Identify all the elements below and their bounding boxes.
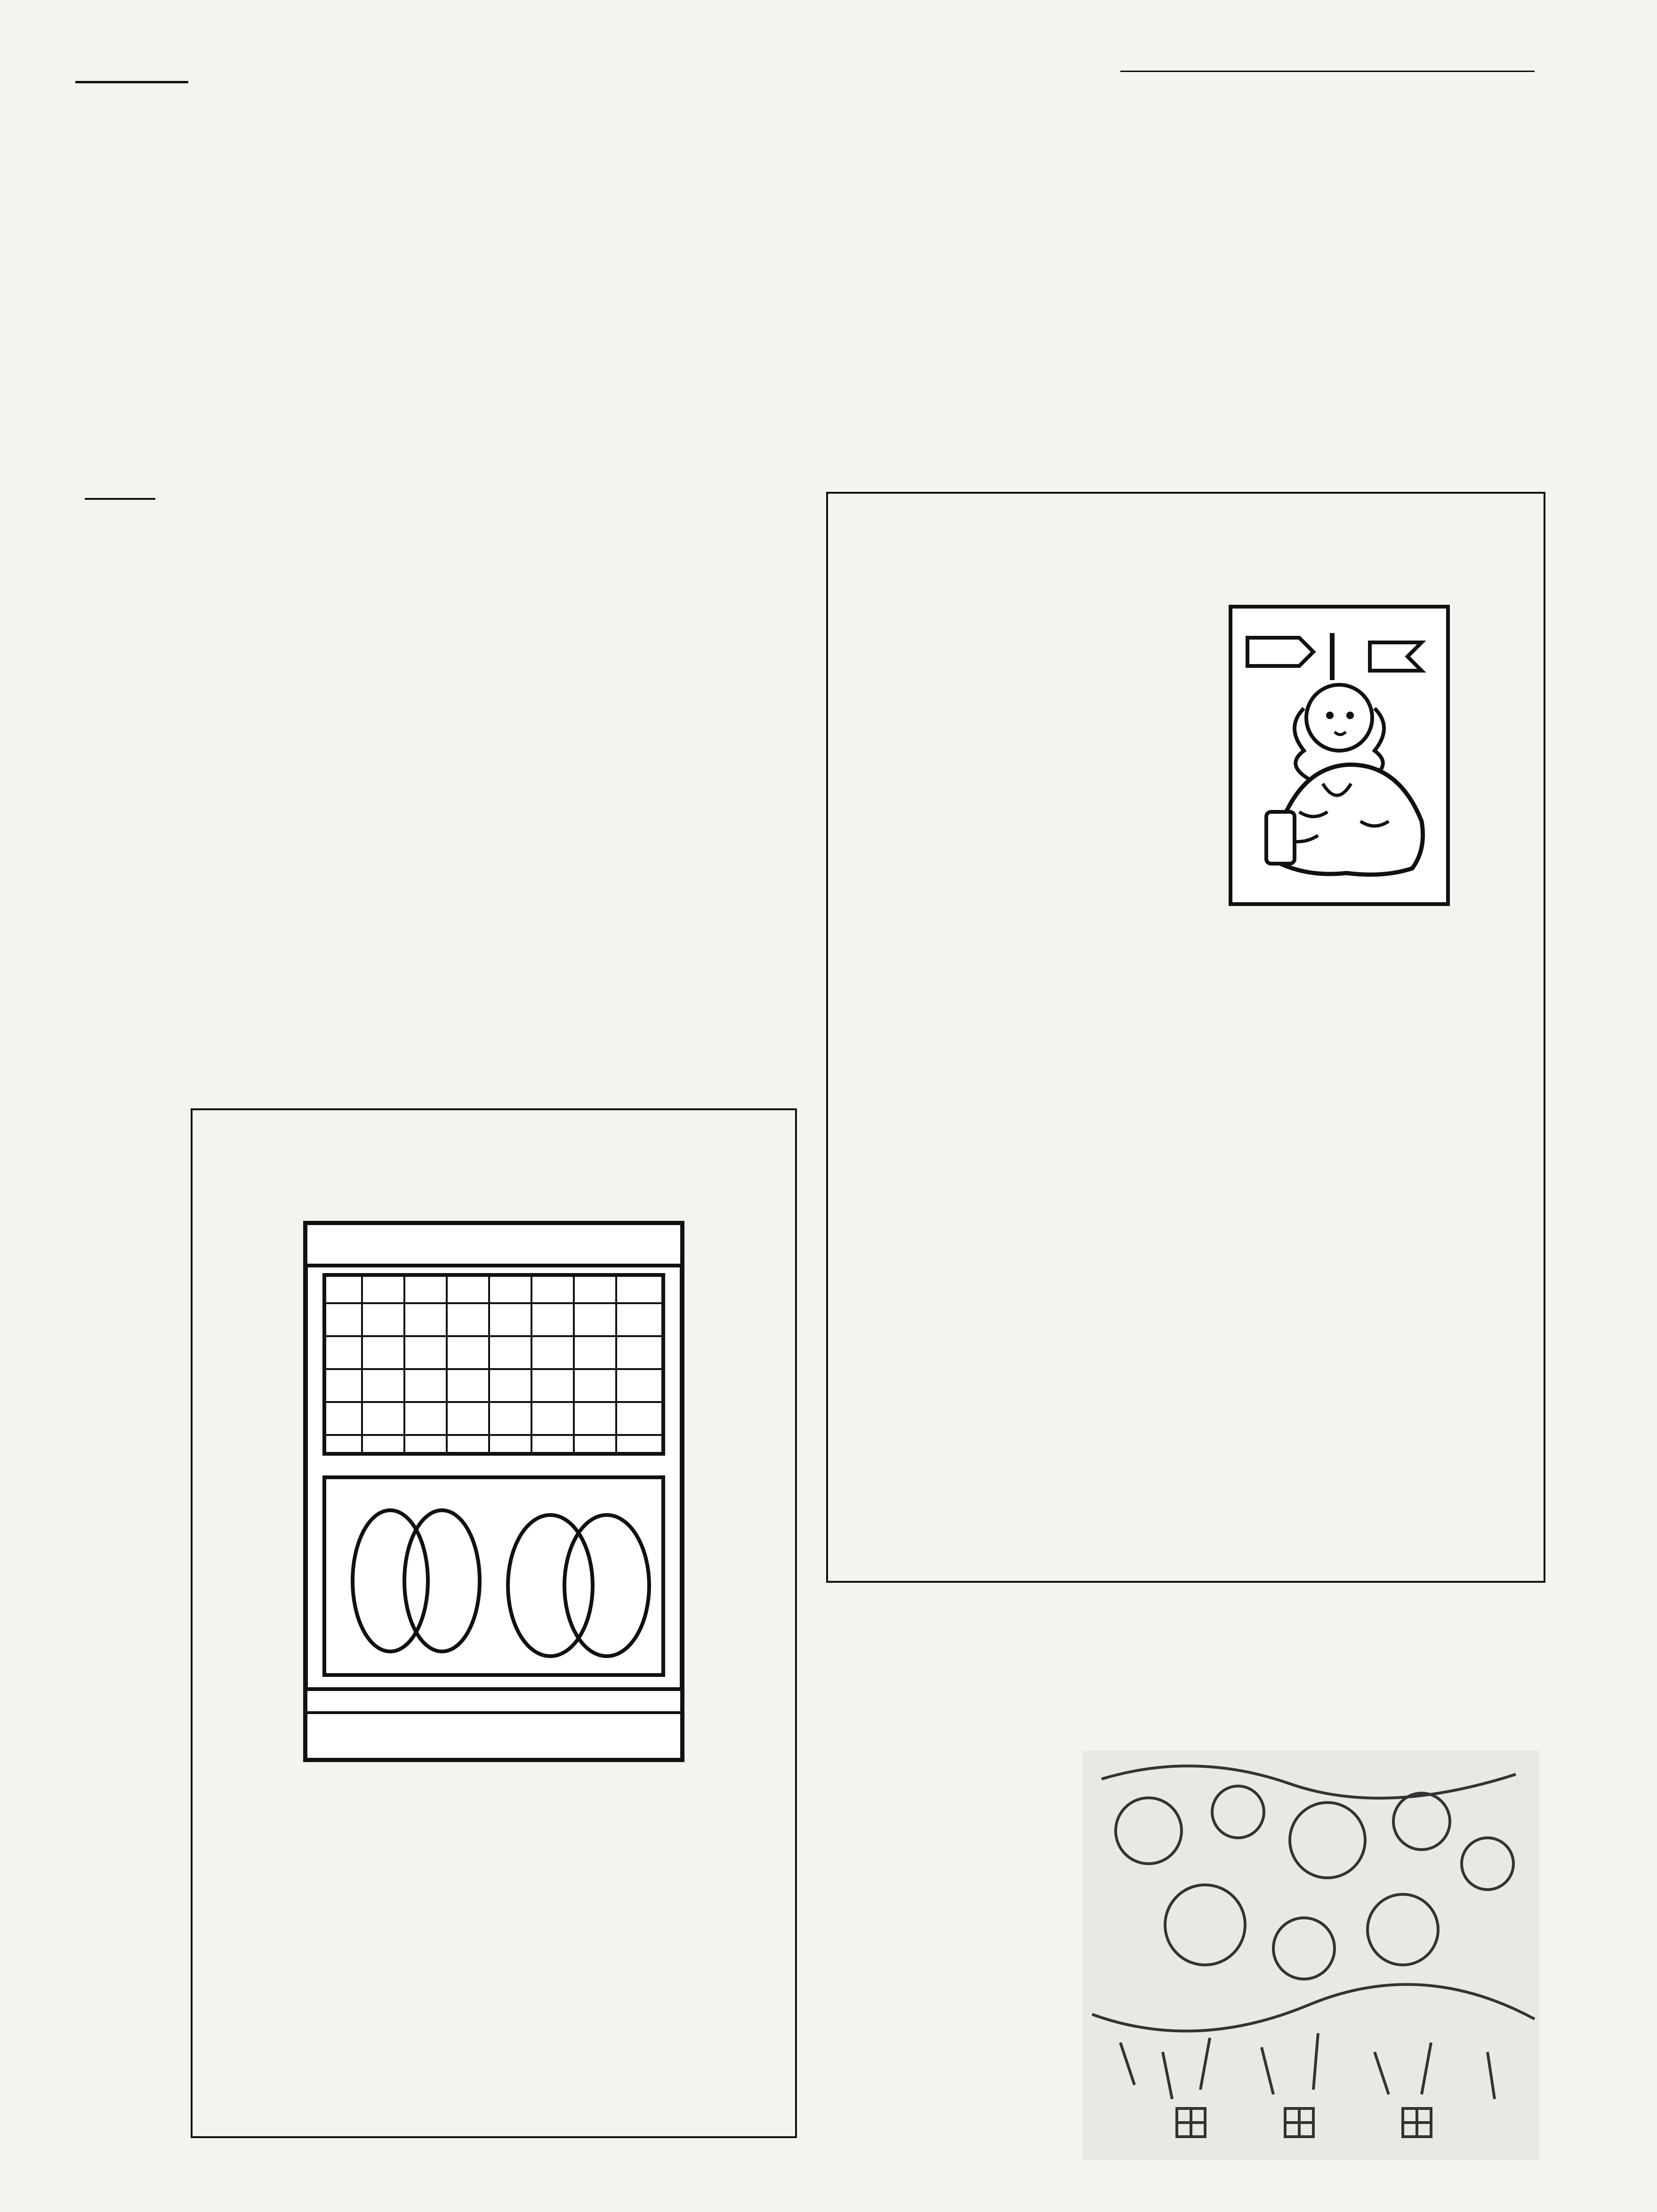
nejar-column-3 [812, 162, 1160, 169]
exposicoes-column-2 [1078, 1678, 1276, 1681]
exposicoes-column-3 [1323, 1678, 1539, 1681]
miele-ad [191, 1108, 797, 2138]
idolatras-column-1 [861, 619, 1191, 627]
section-separator [85, 498, 155, 500]
direito-column-2 [445, 569, 798, 582]
nejar-column-2 [435, 162, 784, 169]
exhibition-artwork [1083, 1751, 1539, 2160]
header-rule [75, 81, 188, 83]
nejar-column-4 [1191, 162, 1539, 172]
header-top-rule [1120, 71, 1535, 72]
direito-column-1 [82, 595, 431, 598]
lion-illustration [1229, 605, 1450, 906]
exposicoes-column-1 [836, 1701, 1076, 1704]
nejar-column-1 [78, 195, 426, 202]
idolatras-column-2 [1198, 937, 1523, 945]
dishwasher-illustration [287, 1214, 701, 1769]
